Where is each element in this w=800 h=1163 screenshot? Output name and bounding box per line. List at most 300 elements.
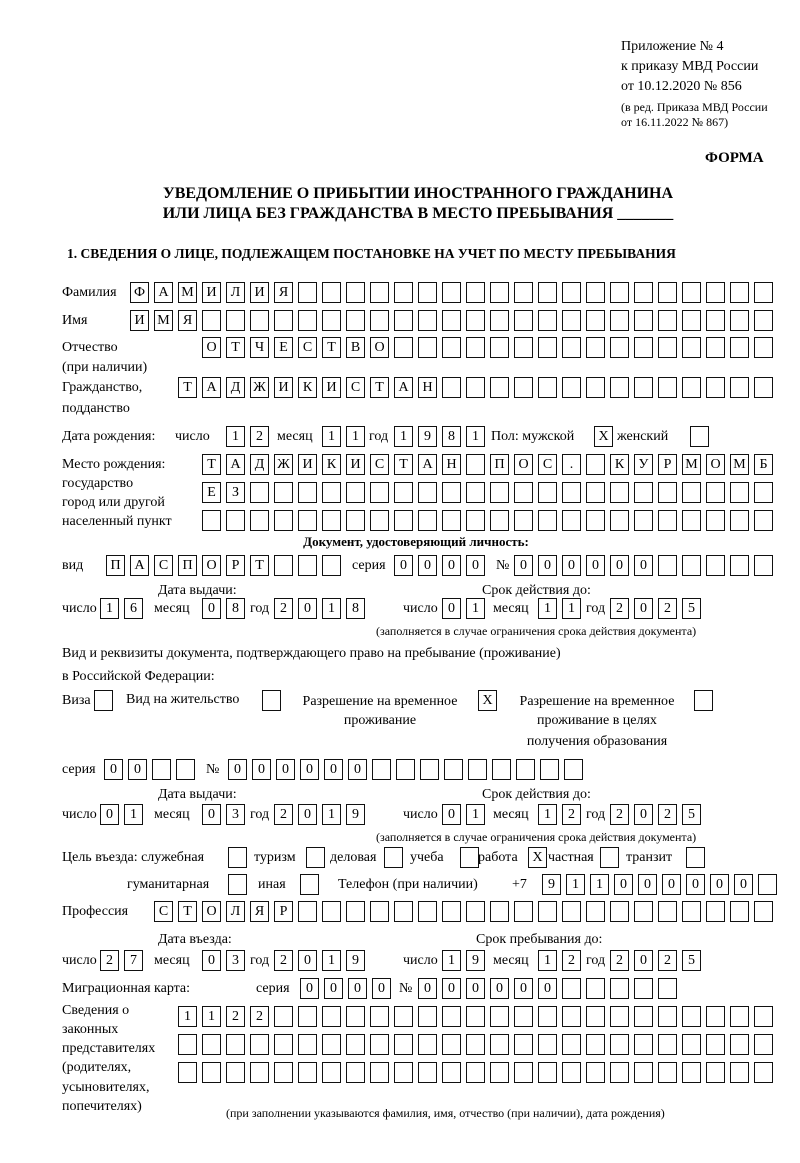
birth-month-char-box[interactable]: 1 (322, 426, 341, 447)
surname-char-box[interactable] (562, 282, 581, 303)
patronymic-char-box[interactable]: Е (274, 337, 293, 358)
citizenship-char-box[interactable]: Ж (250, 377, 269, 398)
representatives-0-char-box[interactable] (466, 1006, 485, 1027)
representatives-2-char-box[interactable] (418, 1062, 437, 1083)
doc-issue-month-char-box[interactable]: 8 (226, 598, 245, 619)
birthplace-2-char-box[interactable] (250, 510, 269, 531)
purpose-private-checkbox[interactable] (600, 847, 619, 868)
citizenship-char-box[interactable]: К (298, 377, 317, 398)
representatives-1-char-box[interactable] (682, 1034, 701, 1055)
birthplace-0-char-box[interactable]: С (538, 454, 557, 475)
representatives-0-char-box[interactable] (730, 1006, 749, 1027)
birth-day-char-box[interactable]: 1 (226, 426, 245, 447)
representatives-2-char-box[interactable] (634, 1062, 653, 1083)
representatives-2-char-box[interactable] (658, 1062, 677, 1083)
permit-number-char-box[interactable] (468, 759, 487, 780)
patronymic-char-box[interactable] (514, 337, 533, 358)
birthplace-2-char-box[interactable] (226, 510, 245, 531)
birthplace-1-char-box[interactable] (634, 482, 653, 503)
birthplace-1-char-box[interactable] (610, 482, 629, 503)
name-char-box[interactable] (322, 310, 341, 331)
migration-series-char-box[interactable]: 0 (348, 978, 367, 999)
name-char-box[interactable] (658, 310, 677, 331)
doc-series-char-box[interactable]: 0 (394, 555, 413, 576)
birthplace-1-char-box[interactable] (466, 482, 485, 503)
representatives-0-char-box[interactable]: 1 (178, 1006, 197, 1027)
surname-char-box[interactable]: Ф (130, 282, 149, 303)
representatives-0-char-box[interactable] (418, 1006, 437, 1027)
birthplace-0-char-box[interactable]: Ж (274, 454, 293, 475)
representatives-1-char-box[interactable] (394, 1034, 413, 1055)
permit-series-char-box[interactable]: 0 (104, 759, 123, 780)
phone-char-box[interactable]: 0 (662, 874, 681, 895)
representatives-1-char-box[interactable] (586, 1034, 605, 1055)
representatives-0-char-box[interactable] (562, 1006, 581, 1027)
profession-char-box[interactable] (586, 901, 605, 922)
citizenship-char-box[interactable] (610, 377, 629, 398)
representatives-2-char-box[interactable] (442, 1062, 461, 1083)
representatives-1-char-box[interactable] (178, 1034, 197, 1055)
surname-char-box[interactable]: А (154, 282, 173, 303)
birthplace-2-char-box[interactable] (658, 510, 677, 531)
representatives-1-char-box[interactable] (706, 1034, 725, 1055)
migration-number-char-box[interactable]: 0 (466, 978, 485, 999)
birthplace-0-char-box[interactable]: А (226, 454, 245, 475)
birth-month-char-box[interactable]: 1 (346, 426, 365, 447)
citizenship-char-box[interactable] (442, 377, 461, 398)
birthplace-1-char-box[interactable] (658, 482, 677, 503)
stay-year-char-box[interactable]: 2 (658, 950, 677, 971)
representatives-2-char-box[interactable] (250, 1062, 269, 1083)
citizenship-char-box[interactable] (730, 377, 749, 398)
citizenship-char-box[interactable]: И (274, 377, 293, 398)
residence-checkbox[interactable] (262, 690, 281, 711)
doc-type-char-box[interactable]: Р (226, 555, 245, 576)
permit-valid-month-char-box[interactable]: 1 (538, 804, 557, 825)
birthplace-0-char-box[interactable]: К (322, 454, 341, 475)
patronymic-char-box[interactable] (418, 337, 437, 358)
citizenship-char-box[interactable] (682, 377, 701, 398)
patronymic-char-box[interactable] (586, 337, 605, 358)
birthplace-2-char-box[interactable] (730, 510, 749, 531)
migration-number-char-box[interactable]: 0 (490, 978, 509, 999)
entry-month-char-box[interactable]: 3 (226, 950, 245, 971)
stay-year-char-box[interactable]: 0 (634, 950, 653, 971)
representatives-1-char-box[interactable] (754, 1034, 773, 1055)
name-char-box[interactable] (538, 310, 557, 331)
birthplace-2-char-box[interactable] (322, 510, 341, 531)
trp-checkbox[interactable]: X (478, 690, 497, 711)
profession-char-box[interactable] (610, 901, 629, 922)
representatives-2-char-box[interactable] (394, 1062, 413, 1083)
profession-char-box[interactable] (730, 901, 749, 922)
birthplace-2-char-box[interactable] (490, 510, 509, 531)
entry-year-char-box[interactable]: 2 (274, 950, 293, 971)
birthplace-1-char-box[interactable] (562, 482, 581, 503)
representatives-0-char-box[interactable] (514, 1006, 533, 1027)
migration-number-char-box[interactable] (634, 978, 653, 999)
migration-number-char-box[interactable] (562, 978, 581, 999)
permit-valid-day-char-box[interactable]: 0 (442, 804, 461, 825)
permit-number-char-box[interactable]: 0 (252, 759, 271, 780)
doc-valid-day-char-box[interactable]: 0 (442, 598, 461, 619)
name-char-box[interactable] (586, 310, 605, 331)
representatives-0-char-box[interactable]: 1 (202, 1006, 221, 1027)
name-char-box[interactable] (490, 310, 509, 331)
profession-char-box[interactable]: Р (274, 901, 293, 922)
permit-number-char-box[interactable]: 0 (228, 759, 247, 780)
permit-valid-month-char-box[interactable]: 2 (562, 804, 581, 825)
migration-number-char-box[interactable]: 0 (538, 978, 557, 999)
profession-char-box[interactable] (634, 901, 653, 922)
birthplace-2-char-box[interactable] (418, 510, 437, 531)
birthplace-0-char-box[interactable]: М (682, 454, 701, 475)
permit-valid-year-char-box[interactable]: 2 (610, 804, 629, 825)
doc-issue-day-char-box[interactable]: 6 (124, 598, 143, 619)
profession-char-box[interactable] (370, 901, 389, 922)
entry-day-char-box[interactable]: 7 (124, 950, 143, 971)
profession-char-box[interactable] (466, 901, 485, 922)
surname-char-box[interactable] (586, 282, 605, 303)
birthplace-2-char-box[interactable] (346, 510, 365, 531)
purpose-business-checkbox[interactable] (384, 847, 403, 868)
surname-char-box[interactable] (730, 282, 749, 303)
birthplace-1-char-box[interactable]: З (226, 482, 245, 503)
doc-type-char-box[interactable]: С (154, 555, 173, 576)
representatives-0-char-box[interactable] (322, 1006, 341, 1027)
representatives-2-char-box[interactable] (226, 1062, 245, 1083)
migration-number-char-box[interactable]: 0 (514, 978, 533, 999)
representatives-1-char-box[interactable] (370, 1034, 389, 1055)
doc-number-char-box[interactable]: 0 (610, 555, 629, 576)
profession-char-box[interactable] (706, 901, 725, 922)
patronymic-char-box[interactable] (394, 337, 413, 358)
phone-char-box[interactable]: 0 (638, 874, 657, 895)
citizenship-char-box[interactable]: Н (418, 377, 437, 398)
migration-series-char-box[interactable]: 0 (324, 978, 343, 999)
stay-month-char-box[interactable]: 1 (538, 950, 557, 971)
doc-valid-year-char-box[interactable]: 0 (634, 598, 653, 619)
representatives-2-char-box[interactable] (754, 1062, 773, 1083)
entry-year-char-box[interactable]: 0 (298, 950, 317, 971)
birthplace-1-char-box[interactable] (730, 482, 749, 503)
name-char-box[interactable] (226, 310, 245, 331)
stay-month-char-box[interactable]: 2 (562, 950, 581, 971)
citizenship-char-box[interactable]: А (394, 377, 413, 398)
permit-number-char-box[interactable] (492, 759, 511, 780)
name-char-box[interactable] (514, 310, 533, 331)
representatives-2-char-box[interactable] (274, 1062, 293, 1083)
representatives-0-char-box[interactable] (706, 1006, 725, 1027)
patronymic-char-box[interactable]: Т (322, 337, 341, 358)
birthplace-2-char-box[interactable] (202, 510, 221, 531)
birthplace-1-char-box[interactable] (754, 482, 773, 503)
name-char-box[interactable] (274, 310, 293, 331)
representatives-1-char-box[interactable] (442, 1034, 461, 1055)
permit-issue-year-char-box[interactable]: 1 (322, 804, 341, 825)
representatives-2-char-box[interactable] (490, 1062, 509, 1083)
phone-char-box[interactable]: 0 (734, 874, 753, 895)
doc-number-char-box[interactable] (682, 555, 701, 576)
doc-type-char-box[interactable]: А (130, 555, 149, 576)
representatives-2-char-box[interactable] (346, 1062, 365, 1083)
representatives-1-char-box[interactable] (658, 1034, 677, 1055)
profession-char-box[interactable]: О (202, 901, 221, 922)
permit-number-char-box[interactable]: 0 (276, 759, 295, 780)
birthplace-0-char-box[interactable]: У (634, 454, 653, 475)
birthplace-1-char-box[interactable] (586, 482, 605, 503)
representatives-2-char-box[interactable] (514, 1062, 533, 1083)
name-char-box[interactable] (706, 310, 725, 331)
profession-char-box[interactable] (346, 901, 365, 922)
birthplace-1-char-box[interactable] (682, 482, 701, 503)
permit-valid-year-char-box[interactable]: 0 (634, 804, 653, 825)
doc-type-char-box[interactable] (322, 555, 341, 576)
phone-char-box[interactable] (758, 874, 777, 895)
birthplace-1-char-box[interactable] (418, 482, 437, 503)
representatives-1-char-box[interactable] (298, 1034, 317, 1055)
doc-issue-month-char-box[interactable]: 0 (202, 598, 221, 619)
representatives-0-char-box[interactable] (394, 1006, 413, 1027)
permit-number-char-box[interactable] (420, 759, 439, 780)
representatives-0-char-box[interactable] (298, 1006, 317, 1027)
patronymic-char-box[interactable] (466, 337, 485, 358)
entry-year-char-box[interactable]: 9 (346, 950, 365, 971)
purpose-humanitarian-checkbox[interactable] (228, 874, 247, 895)
permit-issue-month-char-box[interactable]: 3 (226, 804, 245, 825)
surname-char-box[interactable] (346, 282, 365, 303)
birthplace-1-char-box[interactable] (346, 482, 365, 503)
representatives-1-char-box[interactable] (514, 1034, 533, 1055)
representatives-1-char-box[interactable] (490, 1034, 509, 1055)
birth-year-char-box[interactable]: 9 (418, 426, 437, 447)
migration-number-char-box[interactable]: 0 (442, 978, 461, 999)
citizenship-char-box[interactable] (634, 377, 653, 398)
permit-valid-year-char-box[interactable]: 5 (682, 804, 701, 825)
representatives-0-char-box[interactable] (610, 1006, 629, 1027)
profession-char-box[interactable] (442, 901, 461, 922)
doc-valid-year-char-box[interactable]: 5 (682, 598, 701, 619)
representatives-0-char-box[interactable]: 2 (226, 1006, 245, 1027)
surname-char-box[interactable] (754, 282, 773, 303)
surname-char-box[interactable] (538, 282, 557, 303)
birthplace-2-char-box[interactable] (562, 510, 581, 531)
doc-valid-year-char-box[interactable]: 2 (658, 598, 677, 619)
patronymic-char-box[interactable] (730, 337, 749, 358)
permit-number-char-box[interactable] (516, 759, 535, 780)
doc-number-char-box[interactable] (706, 555, 725, 576)
birthplace-0-char-box[interactable]: П (490, 454, 509, 475)
birthplace-1-char-box[interactable] (274, 482, 293, 503)
permit-number-char-box[interactable] (444, 759, 463, 780)
representatives-1-char-box[interactable] (634, 1034, 653, 1055)
name-char-box[interactable] (298, 310, 317, 331)
entry-month-char-box[interactable]: 0 (202, 950, 221, 971)
profession-char-box[interactable] (514, 901, 533, 922)
representatives-2-char-box[interactable] (202, 1062, 221, 1083)
permit-series-char-box[interactable] (176, 759, 195, 780)
patronymic-char-box[interactable]: О (202, 337, 221, 358)
birth-year-char-box[interactable]: 1 (394, 426, 413, 447)
surname-char-box[interactable] (394, 282, 413, 303)
profession-char-box[interactable]: С (154, 901, 173, 922)
surname-char-box[interactable] (634, 282, 653, 303)
profession-char-box[interactable] (418, 901, 437, 922)
citizenship-char-box[interactable]: Д (226, 377, 245, 398)
representatives-2-char-box[interactable] (610, 1062, 629, 1083)
permit-number-char-box[interactable] (564, 759, 583, 780)
citizenship-char-box[interactable] (490, 377, 509, 398)
birthplace-2-char-box[interactable] (466, 510, 485, 531)
entry-year-char-box[interactable]: 1 (322, 950, 341, 971)
permit-number-char-box[interactable] (540, 759, 559, 780)
permit-series-char-box[interactable] (152, 759, 171, 780)
patronymic-char-box[interactable]: С (298, 337, 317, 358)
permit-number-char-box[interactable]: 0 (300, 759, 319, 780)
birthplace-0-char-box[interactable]: А (418, 454, 437, 475)
name-char-box[interactable] (418, 310, 437, 331)
representatives-1-char-box[interactable] (202, 1034, 221, 1055)
birthplace-2-char-box[interactable] (394, 510, 413, 531)
purpose-tourism-checkbox[interactable] (306, 847, 325, 868)
patronymic-char-box[interactable] (490, 337, 509, 358)
representatives-1-char-box[interactable] (250, 1034, 269, 1055)
doc-valid-day-char-box[interactable]: 1 (466, 598, 485, 619)
permit-issue-day-char-box[interactable]: 0 (100, 804, 119, 825)
citizenship-char-box[interactable] (706, 377, 725, 398)
name-char-box[interactable] (610, 310, 629, 331)
birthplace-2-char-box[interactable] (274, 510, 293, 531)
birthplace-2-char-box[interactable] (370, 510, 389, 531)
representatives-0-char-box[interactable] (490, 1006, 509, 1027)
representatives-2-char-box[interactable] (178, 1062, 197, 1083)
birthplace-0-char-box[interactable]: Т (394, 454, 413, 475)
surname-char-box[interactable]: И (202, 282, 221, 303)
permit-number-char-box[interactable]: 0 (348, 759, 367, 780)
permit-number-char-box[interactable] (396, 759, 415, 780)
name-char-box[interactable] (442, 310, 461, 331)
purpose-other-checkbox[interactable] (300, 874, 319, 895)
birthplace-1-char-box[interactable] (538, 482, 557, 503)
citizenship-char-box[interactable] (514, 377, 533, 398)
patronymic-char-box[interactable]: В (346, 337, 365, 358)
patronymic-char-box[interactable] (538, 337, 557, 358)
doc-number-char-box[interactable]: 0 (586, 555, 605, 576)
purpose-work-checkbox[interactable]: X (528, 847, 547, 868)
birthplace-0-char-box[interactable]: Н (442, 454, 461, 475)
citizenship-char-box[interactable] (562, 377, 581, 398)
representatives-1-char-box[interactable] (610, 1034, 629, 1055)
birthplace-1-char-box[interactable] (514, 482, 533, 503)
profession-char-box[interactable] (394, 901, 413, 922)
representatives-1-char-box[interactable] (418, 1034, 437, 1055)
doc-issue-year-char-box[interactable]: 2 (274, 598, 293, 619)
representatives-2-char-box[interactable] (562, 1062, 581, 1083)
representatives-2-char-box[interactable] (730, 1062, 749, 1083)
representatives-2-char-box[interactable] (370, 1062, 389, 1083)
surname-char-box[interactable] (418, 282, 437, 303)
surname-char-box[interactable] (682, 282, 701, 303)
representatives-0-char-box[interactable] (586, 1006, 605, 1027)
representatives-0-char-box[interactable] (346, 1006, 365, 1027)
birthplace-0-char-box[interactable] (586, 454, 605, 475)
permit-issue-month-char-box[interactable]: 0 (202, 804, 221, 825)
permit-number-char-box[interactable] (372, 759, 391, 780)
patronymic-char-box[interactable]: Т (226, 337, 245, 358)
birthplace-2-char-box[interactable] (610, 510, 629, 531)
name-char-box[interactable] (562, 310, 581, 331)
patronymic-char-box[interactable] (754, 337, 773, 358)
birthplace-0-char-box[interactable]: О (706, 454, 725, 475)
birthplace-0-char-box[interactable]: . (562, 454, 581, 475)
doc-type-char-box[interactable] (298, 555, 317, 576)
profession-char-box[interactable]: Я (250, 901, 269, 922)
surname-char-box[interactable] (442, 282, 461, 303)
representatives-2-char-box[interactable] (322, 1062, 341, 1083)
doc-type-char-box[interactable]: П (106, 555, 125, 576)
birth-day-char-box[interactable]: 2 (250, 426, 269, 447)
representatives-1-char-box[interactable] (562, 1034, 581, 1055)
patronymic-char-box[interactable] (682, 337, 701, 358)
permit-issue-year-char-box[interactable]: 2 (274, 804, 293, 825)
birthplace-1-char-box[interactable] (370, 482, 389, 503)
representatives-0-char-box[interactable] (754, 1006, 773, 1027)
representatives-0-char-box[interactable]: 2 (250, 1006, 269, 1027)
name-char-box[interactable] (202, 310, 221, 331)
permit-issue-year-char-box[interactable]: 9 (346, 804, 365, 825)
doc-number-char-box[interactable]: 0 (562, 555, 581, 576)
birthplace-1-char-box[interactable] (394, 482, 413, 503)
profession-char-box[interactable] (658, 901, 677, 922)
birthplace-2-char-box[interactable] (538, 510, 557, 531)
phone-char-box[interactable]: 1 (566, 874, 585, 895)
purpose-study-checkbox[interactable] (460, 847, 479, 868)
surname-char-box[interactable] (658, 282, 677, 303)
patronymic-char-box[interactable] (706, 337, 725, 358)
representatives-1-char-box[interactable] (226, 1034, 245, 1055)
phone-char-box[interactable]: 9 (542, 874, 561, 895)
profession-char-box[interactable] (682, 901, 701, 922)
birthplace-0-char-box[interactable]: К (610, 454, 629, 475)
representatives-2-char-box[interactable] (538, 1062, 557, 1083)
phone-char-box[interactable]: 1 (590, 874, 609, 895)
representatives-2-char-box[interactable] (706, 1062, 725, 1083)
sex-female-checkbox[interactable] (690, 426, 709, 447)
doc-valid-month-char-box[interactable]: 1 (538, 598, 557, 619)
surname-char-box[interactable]: И (250, 282, 269, 303)
phone-char-box[interactable]: 0 (686, 874, 705, 895)
birth-year-char-box[interactable]: 1 (466, 426, 485, 447)
name-char-box[interactable]: И (130, 310, 149, 331)
entry-day-char-box[interactable]: 2 (100, 950, 119, 971)
birthplace-2-char-box[interactable] (298, 510, 317, 531)
doc-valid-year-char-box[interactable]: 2 (610, 598, 629, 619)
phone-char-box[interactable]: 0 (710, 874, 729, 895)
citizenship-char-box[interactable]: С (346, 377, 365, 398)
representatives-0-char-box[interactable] (274, 1006, 293, 1027)
doc-valid-month-char-box[interactable]: 1 (562, 598, 581, 619)
birthplace-1-char-box[interactable]: Е (202, 482, 221, 503)
birthplace-0-char-box[interactable]: И (346, 454, 365, 475)
doc-number-char-box[interactable]: 0 (538, 555, 557, 576)
doc-type-char-box[interactable]: П (178, 555, 197, 576)
representatives-1-char-box[interactable] (466, 1034, 485, 1055)
profession-char-box[interactable] (538, 901, 557, 922)
surname-char-box[interactable] (322, 282, 341, 303)
citizenship-char-box[interactable]: А (202, 377, 221, 398)
stay-day-char-box[interactable]: 1 (442, 950, 461, 971)
birthplace-1-char-box[interactable] (442, 482, 461, 503)
